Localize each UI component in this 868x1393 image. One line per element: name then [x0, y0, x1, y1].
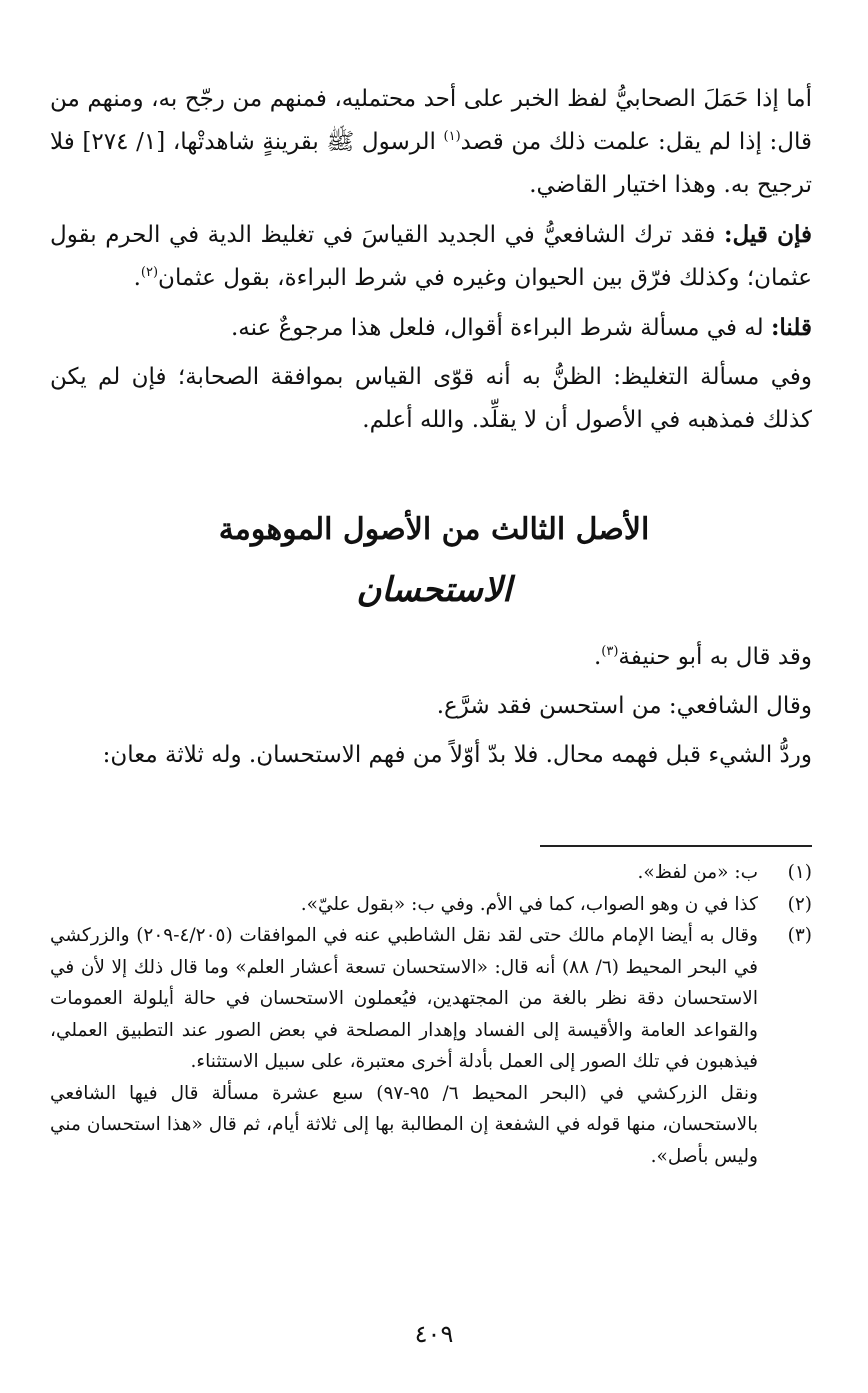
paragraph-5-text: وقد قال به أبو حنيفة [618, 644, 812, 670]
paragraph-7 [50, 734, 812, 777]
footnote-text: وقال به أيضا الإمام مالك حتى لقد نقل الشاطبي عنه في الموافقات (٤/٢٠٥-٢٠٩) والزركشي في البحر المحيط (٦/ ٨٨) أنه قال: «الاستحسان تسعة أعشار العلم» وما قال ذلك إلا لأن في الاستحسان دقة نظر بالغة من المجتهدين، فيُعملون الاستحسان في حالة أيلولة العمومات والقواعد العامة والأقيسة إلى الفساد وإهدار المصلحة في بعض الصور عند التطبيق العملي، فيذهبون في تلك الصور إلى العمل بأدلة أخرى معتبرة، على سبيل الاستثناء. [50, 925, 758, 1072]
footnote-3-continuation: ونقل الزركشي في (البحر المحيط ٦/ ٩٥-٩٧) سبع عشرة مسألة قال فيها الشافعي بالاستحسان، منها قوله في الشفعة إن المطالبة بها إلى ثلاثة أيام، ثم قال «هذا استحسان مني وليس بأصل». [50, 1082, 758, 1167]
paragraph-1-text: أما إذا حَمَلَ الصحابيُّ لفظ الخبر على أحد محتمليه، فمنهم من رجّح به، ومنهم من قال: إذا لم يقل: علمت ذلك من قصد [50, 86, 812, 155]
page-number: ٤٠٩ [414, 1320, 454, 1348]
paragraph-2 [50, 213, 812, 300]
paragraph-1 [50, 78, 812, 207]
footnote-2 [50, 889, 812, 921]
paragraph-3-lead: قلنا: [770, 314, 812, 341]
footnote-number: (٢) [787, 893, 812, 915]
paragraph-2-tail: . [133, 265, 141, 291]
paragraph-5 [50, 636, 812, 679]
footnote-text: كذا في ن وهو الصواب، كما في الأم. وفي ب: «بقول عليّ». [300, 893, 758, 915]
footnote-text: ب: «من لفظ». [637, 862, 758, 883]
paragraph-4 [50, 356, 812, 442]
footnote-divider [540, 845, 812, 847]
paragraph-6-text: وقال الشافعي: من استحسن فقد شرَّع. [436, 693, 812, 719]
footnote-3 [50, 920, 812, 1078]
footnotes [50, 857, 812, 1172]
chapter-subheading: الاستحسان [356, 570, 512, 610]
footnote-number: (١) [787, 862, 812, 883]
footnote-ref-2: (٢) [140, 265, 159, 280]
paragraph-4-text: وفي مسألة التغليظ: الظنُّ به أنه قوّى القياس بموافقة الصحابة؛ فإن لم يكن كذلك فمذهبه في الأصول أن لا يقلِّد. والله أعلم. [50, 364, 812, 433]
paragraph-3 [50, 306, 812, 350]
footnote-1 [50, 857, 812, 889]
paragraph-2-lead: فإن قيل: [724, 221, 813, 248]
footnote-ref-1: (١) [443, 129, 461, 144]
paragraph-1-tail: الرسول ﷺ بقرينةٍ شاهدتْها، [١/ ٢٧٤] فلا ترجيح به. وهذا اختيار القاضي. [50, 129, 812, 198]
main-text [50, 78, 812, 448]
paragraph-3-text: له في مسألة شرط البراءة أقوال، فلعل هذا مرجوعٌ عنه. [230, 315, 771, 341]
footnote-number: (٣) [787, 925, 812, 946]
paragraph-7-text: وردُّ الشيء قبل فهمه محال. فلا بدّ أوّلاً من فهم الاستحسان. وله ثلاثة معان: [102, 742, 812, 768]
paragraph-2-text: فقد ترك الشافعيُّ في الجديد القياسَ في تغليظ الدية في الحرم بقول عثمان؛ وكذلك فرّق بين الحيوان وغيره في شرط البراءة، بقول عثمان [50, 222, 812, 291]
paragraph-6 [50, 685, 812, 728]
chapter-body [50, 636, 812, 783]
chapter-heading: الأصل الثالث من الأصول الموهومة [218, 512, 650, 547]
paragraph-5-tail: . [593, 644, 602, 670]
footnote-ref-3: (٣) [601, 644, 619, 659]
